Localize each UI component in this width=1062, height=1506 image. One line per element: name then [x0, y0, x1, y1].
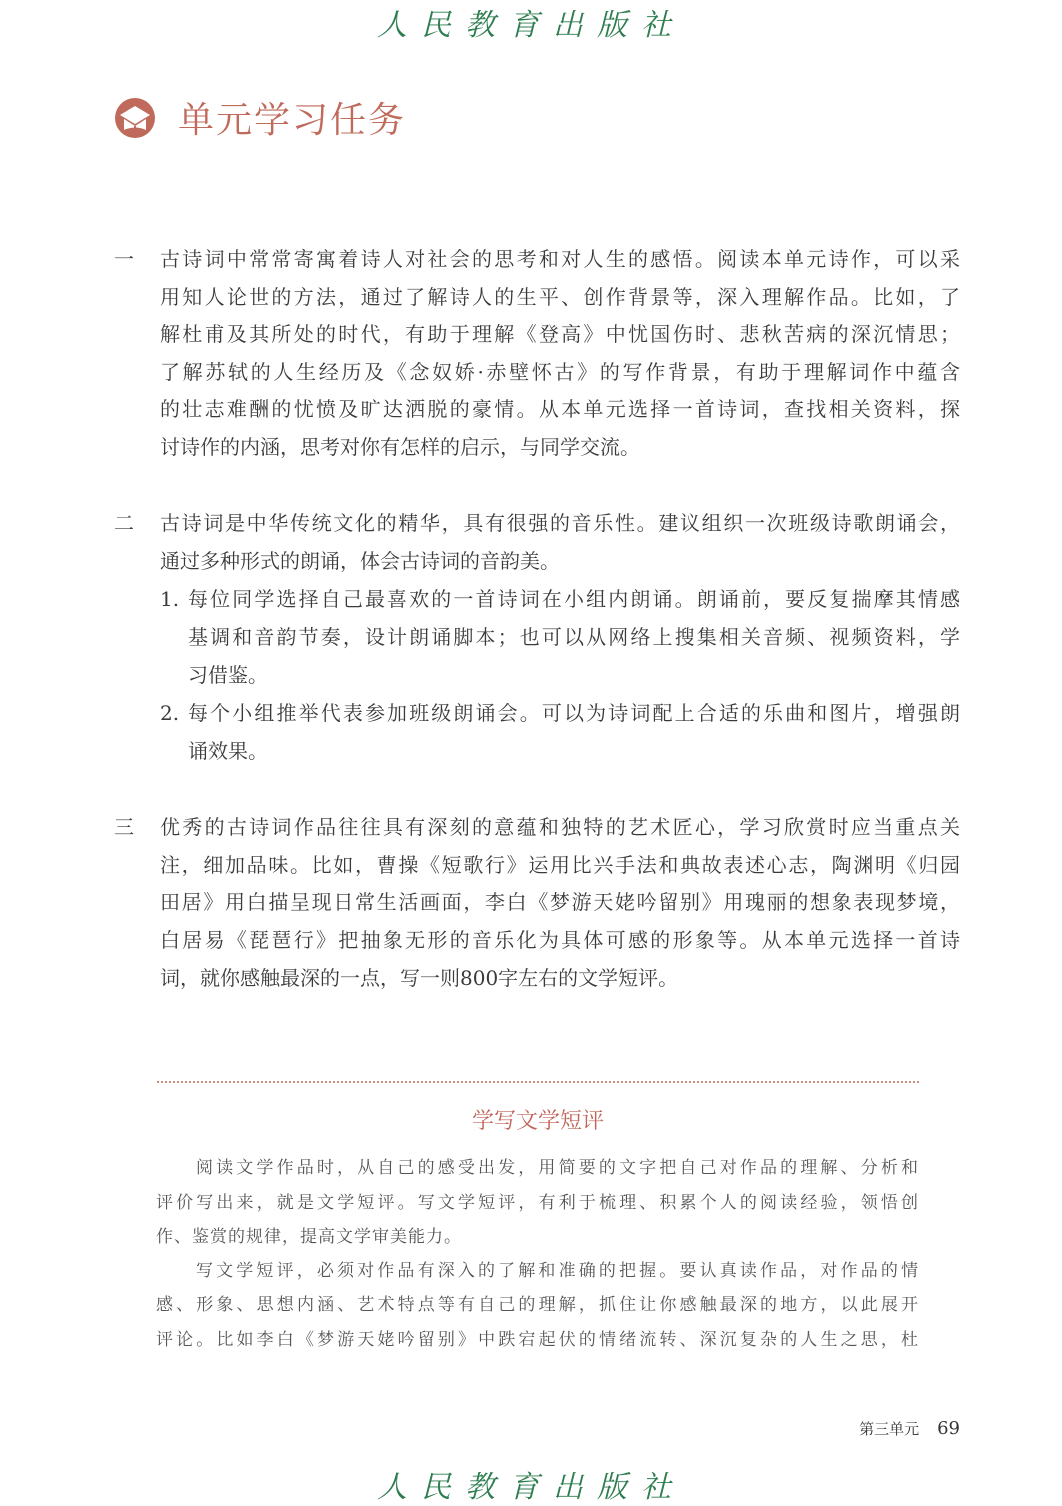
- text-line: 注，细加品味。比如，曹操《短歌行》运用比兴手法和典故表述心志，陶渊明《归园: [160, 853, 960, 877]
- text-line: 感、形象、思想内涵、艺术特点等有自己的理解，抓住让你感触最深的地方，以此展开: [156, 1295, 919, 1315]
- text-line: 的壮志难酬的忧愤及旷达洒脱的豪情。从本单元选择一首诗词，查找相关资料，探: [160, 397, 960, 421]
- publisher-logo-top: 人民教育出版社: [377, 8, 685, 43]
- task-number: 一: [114, 247, 134, 271]
- section-header: [114, 92, 406, 143]
- text-line: 优秀的古诗词作品往往具有深刻的意蕴和独特的艺术匠心，学习欣赏时应当重点关: [160, 815, 960, 839]
- page-number: 69: [937, 1418, 960, 1439]
- text-line: 古诗词中常常寄寓着诗人对社会的思考和对人生的感悟。阅读本单元诗作，可以采: [160, 247, 960, 271]
- text-line: 白居易《琵琶行》把抽象无形的音乐化为具体可感的形象等。从本单元选择一首诗: [160, 928, 960, 952]
- text-line: 通过多种形式的朗诵，体会古诗词的音韵美。: [160, 549, 560, 573]
- unit-label: 第三单元: [859, 1420, 920, 1438]
- subitem-number: 1.: [160, 587, 180, 611]
- text-line: 基调和音韵节奏，设计朗诵脚本；也可以从网络上搜集相关音频、视频资料，学: [188, 625, 960, 649]
- text-line: 阅读文学作品时，从自己的感受出发，用简要的文字把自己对作品的理解、分析和: [196, 1158, 919, 1178]
- text-line: 古诗词是中华传统文化的精华，具有很强的音乐性。建议组织一次班级诗歌朗诵会，: [160, 511, 960, 535]
- subitem-number: 2.: [160, 701, 180, 725]
- page-footer: [859, 1418, 960, 1439]
- text-line: 每个小组推举代表参加班级朗诵会。可以为诗词配上合适的乐曲和图片，增强朗: [188, 701, 960, 725]
- text-line: 评论。比如李白《梦游天姥吟留别》中跌宕起伏的情绪流转、深沉复杂的人生之思，杜: [156, 1330, 919, 1350]
- text-line: 每位同学选择自己最喜欢的一首诗词在小组内朗诵。朗诵前，要反复揣摩其情感: [188, 587, 960, 611]
- dotted-divider: [157, 1081, 919, 1083]
- box-heading: 学写文学短评: [471, 1109, 604, 1134]
- publisher-logo-bottom: 人民教育出版社: [377, 1470, 685, 1505]
- text-line: 讨诗作的内涵，思考对你有怎样的启示，与同学交流。: [160, 435, 640, 459]
- text-line: 写文学短评，必须对作品有深入的了解和准确的把握。要认真读作品，对作品的情: [196, 1261, 919, 1281]
- book-cap-icon: [114, 97, 156, 139]
- text-line: 用知人论世的方法，通过了解诗人的生平、创作背景等，深入理解作品。比如，了: [160, 285, 960, 309]
- task-number: 三: [114, 815, 134, 839]
- text-line: 作、鉴赏的规律，提高文学审美能力。: [156, 1227, 462, 1247]
- page-title: 单元学习任务: [178, 100, 407, 141]
- text-line: 评价写出来，就是文学短评。写文学短评，有利于梳理、积累个人的阅读经验，领悟创: [156, 1193, 919, 1213]
- task-number: 二: [114, 511, 134, 535]
- text-line: 了解苏轼的人生经历及《念奴娇·赤壁怀古》的写作背景，有助于理解词作中蕴含: [160, 360, 960, 384]
- text-line: 词，就你感触最深的一点，写一则800字左右的文学短评。: [160, 966, 679, 990]
- text-line: 田居》用白描呈现日常生活画面，李白《梦游天姥吟留别》用瑰丽的想象表现梦境，: [160, 890, 960, 914]
- text-line: 解杜甫及其所处的时代，有助于理解《登高》中忧国伤时、悲秋苦病的深沉情思；: [160, 322, 960, 346]
- text-line: 习借鉴。: [188, 663, 268, 687]
- text-line: 诵效果。: [188, 739, 268, 763]
